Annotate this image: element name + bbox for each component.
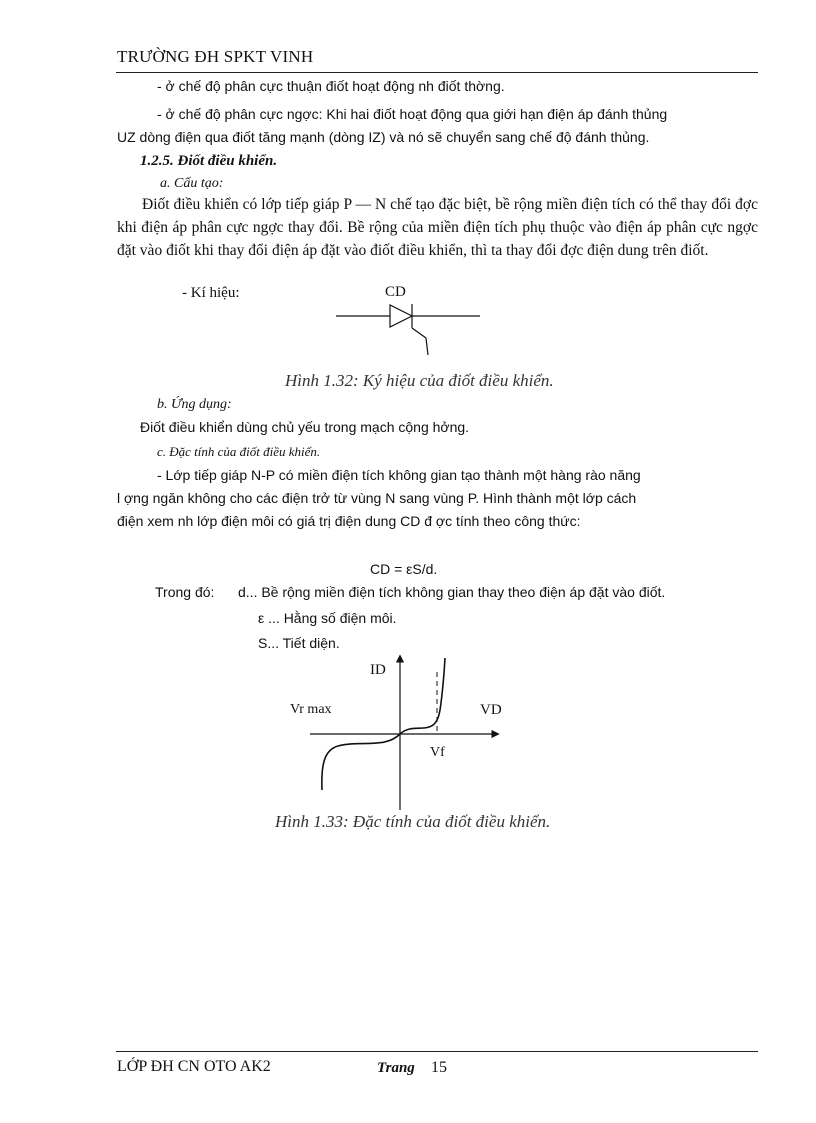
characteristic-line-1: - Lớp tiếp giáp N-P có miền điện tích không gian tạo thành một hàng rào năng <box>157 467 641 483</box>
section-heading: 1.2.5. Điốt điều khiển. <box>140 153 278 169</box>
figure-caption-2: Hình 1.33: Đặc tính của điốt điều khiển. <box>275 812 551 831</box>
reverse-bias-line-1: - ở chế độ phân cực ngợc: Khi hai điốt hoạt động qua giới hạn điện áp đánh thủng <box>157 106 668 122</box>
figure-caption-1: Hình 1.32: Ký hiệu của điốt điều khiển. <box>285 371 554 390</box>
where-label: Trong đó: <box>155 584 215 600</box>
reverse-bias-line-2: UZ dòng điện qua điốt tăng mạnh (dòng IZ) và nó sẽ chuyển sang chế độ đánh thủng. <box>117 129 650 145</box>
footer-page-label: Trang <box>377 1060 415 1076</box>
footer-page-number: 15 <box>431 1059 447 1076</box>
characteristic-line-2: l ợng ngăn không cho các điện trở từ vùng N sang vùng P. Hình thành một lớp cách <box>117 490 637 506</box>
symbol-control-lead-1 <box>412 328 426 338</box>
where-s: S... Tiết diện. <box>258 635 340 651</box>
symbol-control-lead-2 <box>426 338 428 355</box>
structure-paragraph: Điốt điều khiển có lớp tiếp giáp P — N chế tạo đặc biệt, bề rộng miền điện tích có thể thay đổi đợc khi điện áp phân cực ngợc thay đổi. Bề rộng của miền điện tích phụ thuộc vào điện áp phân cực ngợc đặt vào điốt khi thay đổi điện áp đặt vào điốt điều khiển, thì ta thay đổi đợc điện dung trên điốt. <box>117 196 758 259</box>
chart-x-label: VD <box>480 702 502 718</box>
where-d: d... Bề rộng miền điện tích không gian thay theo điện áp đặt vào điốt. <box>238 584 666 600</box>
symbol-triangle <box>390 305 412 327</box>
subheading-application: b. Ứng dụng: <box>157 397 232 412</box>
varactor-diode-symbol <box>330 300 490 360</box>
application-text: Điốt điều khiển dùng chủ yếu trong mạch cộng hởng. <box>140 419 470 435</box>
footer-class: LỚP ĐH CN OTO AK2 <box>117 1058 271 1075</box>
subheading-structure: a. Cấu tạo: <box>160 176 224 191</box>
characteristic-chart <box>280 650 510 815</box>
page-header-title: TRƯỜNG ĐH SPKT VINH <box>117 47 314 66</box>
header-rule <box>116 72 758 73</box>
chart-vf-label: Vf <box>430 745 445 760</box>
forward-bias-line: - ở chế độ phân cực thuận điốt hoạt động nh điốt thờng. <box>157 78 505 94</box>
subheading-characteristic: c. Đặc tính của điốt điều khiển. <box>157 444 321 459</box>
chart-vr-max-label: Vr max <box>290 702 332 717</box>
characteristic-line-3: điện xem nh lớp điện môi có giá trị điện dung CD đ ợc tính theo công thức: <box>117 513 581 529</box>
symbol-cd-label: CD <box>385 284 406 300</box>
where-epsilon: ε ... Hằng số điện môi. <box>258 610 397 626</box>
symbol-label: - Kí hiệu: <box>182 285 240 301</box>
chart-y-label: ID <box>370 662 386 678</box>
footer-rule <box>116 1051 758 1052</box>
capacitance-formula: CD = εS/d. <box>370 561 438 577</box>
